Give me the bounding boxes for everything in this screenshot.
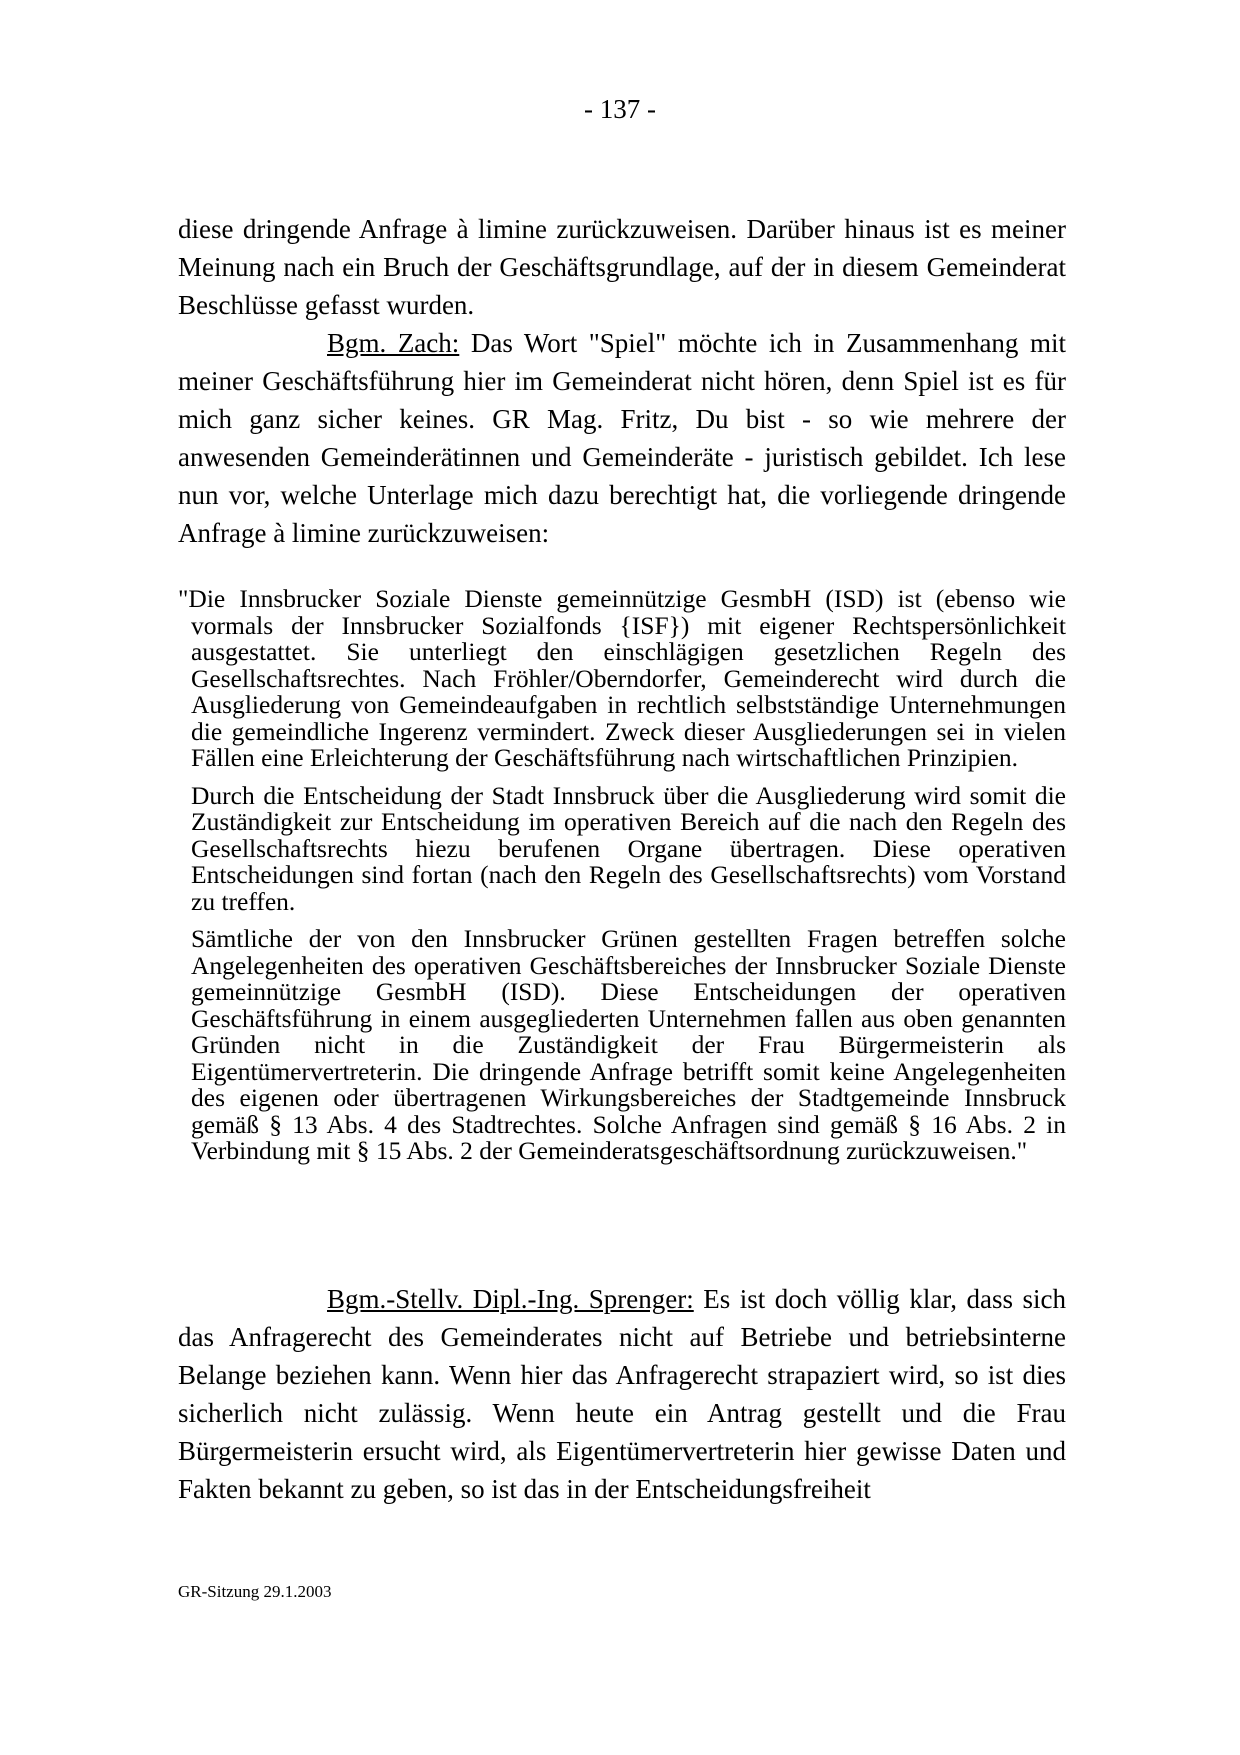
paragraph-text: diese dringende Anfrage à limine zurückzuweisen. Darüber hinaus ist es meiner Meinung nach ein Bruch der Geschäftsgrundlage, auf der in diesem Gemeinderat Beschlüsse gefasst wurden. [178, 214, 1066, 320]
page-number: - 137 - [584, 94, 656, 124]
speaker-name: Bgm. Zach: [327, 328, 460, 358]
speaker-name: Bgm.-Stellv. Dipl.-Ing. Sprenger: [327, 1284, 694, 1314]
quote-paragraph: "Die Innsbrucker Soziale Dienste gemeinnützige GesmbH (ISD) ist (ebenso wie vormals der Innsbrucker Sozialfonds {ISF}) mit eigener Rechtspersönlichkeit ausgestattet. Sie unterliegt den einschlägigen gesetzlichen Regeln des Gesellschaftsrechtes. Nach Fröhler/Oberndorfer, Gemeinderecht wird durch die Ausgliederung von Gemeindeaufgaben in rechtlich selbstständige Unternehmungen die gemeindliche Ingerenz vermindert. Zweck dieser Ausgliederungen sei in vielen Fällen eine Erleichterung der Geschäftsführung nach wirtschaftlichen Prinzipien. [178, 584, 1066, 772]
quoted-document [178, 586, 1066, 1176]
quote-paragraph: Sämtliche der von den Innsbrucker Grünen gestellten Fragen betreffen solche Angelegenheiten des operativen Geschäftsbereiches der Innsbrucker Soziale Dienste gemeinnützige GesmbH (ISD). Diese Entscheidungen der operativen Geschäftsführung in einem ausgegliederten Unternehmen fallen aus oben genannten Gründen nicht in die Zuständigkeit der Frau Bürgermeisterin als Eigentümervertreterin. Die dringende Anfrage betrifft somit keine Angelegenheiten des eigenen oder übertragenen Wirkungsbereiches der Stadtgemeinde Innsbruck gemäß § 13 Abs. 4 des Stadtrechtes. Solche Anfragen sind gemäß § 16 Abs. 2 in Verbindung mit § 15 Abs. 2 der Gemeinderatsgeschäftsordnung zurückzuweisen." [191, 924, 1066, 1165]
paragraph-sprenger [178, 1280, 1066, 1508]
paragraph-zach [178, 324, 1066, 552]
page-footer: GR-Sitzung 29.1.2003 [178, 1582, 332, 1601]
paragraph-continuation [178, 210, 1066, 324]
quote-paragraph: Durch die Entscheidung der Stadt Innsbruck über die Ausgliederung wird somit die Zuständigkeit zur Entscheidung im operativen Bereich auf die nach den Regeln des Gesellschaftsrechts hiezu berufenen Organe übertragen. Diese operativen Entscheidungen sind fortan (nach den Regeln des Gesellschaftsrechts) vom Vorstand zu treffen. [191, 780, 1066, 916]
paragraph-text: Das Wort "Spiel" möchte ich in Zusammenhang mit meiner Geschäftsführung hier im Gemeinderat nicht hören, denn Spiel ist es für mich ganz sicher keines. GR Mag. Fritz, Du bist - so wie mehrere der anwesenden Gemeinderätinnen und Gemeinderäte - juristisch gebildet. Ich lese nun vor, welche Unterlage mich dazu berechtigt hat, die vorliegende dringende Anfrage à limine zurückzuweisen: [178, 328, 1066, 548]
paragraph-text: Es ist doch völlig klar, dass sich das Anfragerecht des Gemeinderates nicht auf Betriebe und betriebsinterne Belange beziehen kann. Wenn hier das Anfragerecht strapaziert wird, so ist dies sicherlich nicht zulässig. Wenn heute ein Antrag gestellt und die Frau Bürgermeisterin ersucht wird, als Eigentümervertreterin hier gewisse Daten und Fakten bekannt zu geben, so ist das in der Entscheidungsfreiheit [178, 1284, 1066, 1504]
